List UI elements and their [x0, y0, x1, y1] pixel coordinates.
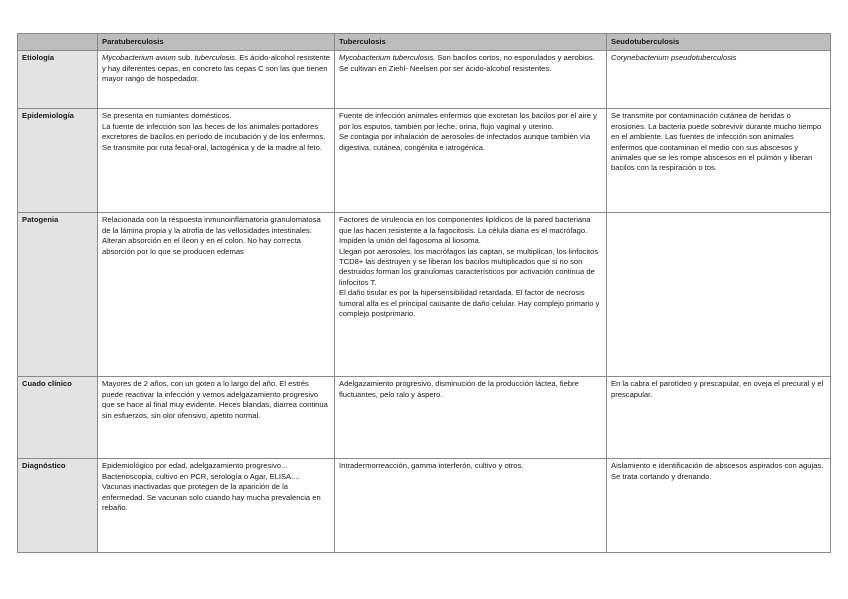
header-seudotuberculosis: Seudotuberculosis: [607, 34, 831, 51]
row-label: Etiología: [18, 51, 98, 109]
cell-seudotuberculosis: [607, 213, 831, 377]
cell-line: Corynebacterium pseudotuberculosis: [611, 53, 737, 63]
cell-tuberculosis: [335, 459, 607, 553]
cell-line: Mycobacterium avium sub. tuberculosis. Es ácido-alcohol resistente y hay diferentes cepas, en concreto las cepas C son las que tienen mayor rango de hospedador.: [102, 53, 330, 84]
cell-line: Mycobacterium tuberculosis. Son bacilos cortos, no esporulados y aerobios. Se cultivan en Ziehl- Neelsen por ser ácido-alcohol resistentes.: [339, 53, 595, 73]
header-tuberculosis: Tuberculosis: [335, 34, 607, 51]
row-label: Patogenia: [18, 213, 98, 377]
cell-tuberculosis: [335, 377, 607, 459]
cell-paratuberculosis: [98, 213, 335, 377]
header-row: [18, 34, 831, 51]
row-label: Epidemiología: [18, 109, 98, 213]
row-patogenia: [18, 213, 831, 377]
row-cuadro-clinico: [18, 377, 831, 459]
cell-line: Se transmite por ruta fecal-oral, lactogénica y de la madre al feto.: [102, 142, 322, 152]
cell-line: Se presenta en rumiantes domésticos.: [102, 111, 232, 121]
row-diagnostico: [18, 459, 831, 553]
cell-line: Vacunas inactivadas que protegen de la aparición de la enfermedad. Se vacunan solo cuando hay mucha prevalencia en rebaño.: [102, 482, 321, 513]
cell-line: En la cabra el parotídeo y prescapular, en oveja el precural y el prescapular.: [611, 379, 824, 399]
cell-tuberculosis: [335, 51, 607, 109]
cell-tuberculosis: [335, 213, 607, 377]
row-etiologia: [18, 51, 831, 109]
cell-line: Epidemiológico por edad, adelgazamiento progresivo...: [102, 461, 288, 471]
cell-paratuberculosis: [98, 459, 335, 553]
cell-line: Aislamiento e identificación de abscesos aspirados con agujas.: [611, 461, 824, 471]
cell-paratuberculosis: [98, 109, 335, 213]
cell-line: Se contagia por inhalación de aerosoles de infectados aunque también vía digestiva, cutánea, congénita e iatrogénica.: [339, 132, 591, 152]
cell-seudotuberculosis: [607, 109, 831, 213]
cell-line: Adelgazamiento progresivo, disminución de la producción láctea, fiebre fluctuantes, pelo ralo y áspero.: [339, 379, 579, 399]
cell-line: Fuente de infección animales enfermos que excretan los bacilos por el aire y por los esputos, también por leche, orina, flujo vaginal y uterino.: [339, 111, 597, 131]
cell-paratuberculosis: [98, 377, 335, 459]
cell-line: Relacionada con la respuesta inmunoinflamatoria granulomatosa de la lámina propia y la atrofia de las vellosidades intestinales. Alteran absorción en el íleon y en el colon. No hay correcta absorción por lo que se producen edemas: [102, 215, 321, 256]
cell-line: El daño tisular es por la hipersensibilidad retardada. El factor de necrosis tumoral alfa es el principal causante de daño celular. Hay complejo primario y complejo postprimario.: [339, 288, 600, 319]
header-cell-empty: [18, 34, 98, 51]
row-label: Cuado clínico: [18, 377, 98, 459]
cell-line: Bacterioscopia, cultivo en PCR, serología o Agar, ELISA....: [102, 471, 300, 481]
cell-line: Mayores de 2 años, con un goteo a lo largo del año. El estrés puede reactivar la infección y vemos adelgazamiento progresivo que se hace al final muy evidente. Heces blandas, diarrea continua sin esfuerzos, sin olor ofensivo, apetito normal.: [102, 379, 328, 420]
cell-line: La fuente de infección son las heces de los animales portadores excretores de bacilos en período de incubación y de los enfermos.: [102, 121, 326, 142]
cell-tuberculosis: [335, 109, 607, 213]
header-paratuberculosis: Paratuberculosis: [98, 34, 335, 51]
cell-line: Llegan por aerosoles, los macrófagos las captan, se multiplican, los linfocitos TCD8+ las destruyen y se liberan los bacilos multiplicados que si no son destruidos forman los granulomas característicos por activación continua de linfocitos T.: [339, 246, 599, 287]
cell-paratuberculosis: [98, 51, 335, 109]
row-label: Diagnóstico: [18, 459, 98, 553]
cell-line: Se trata cortando y drenando.: [611, 471, 712, 481]
comparison-table: [17, 33, 831, 553]
cell-seudotuberculosis: [607, 459, 831, 553]
cell-seudotuberculosis: [607, 51, 831, 109]
cell-line: Se transmite por contaminación cutánea de heridas o erosiones. La bacteria puede sobrevivir durante mucho tiempo en el ambiente. Las fuentes de infección son animales enfermos que contaminan el medio con sus abscesos y animales que se les rompe abscesos en el pulmón y liberan bacilos con la respiración o tos.: [611, 111, 822, 173]
cell-line: Intradermorreacción, gamma interferón, cultivo y otros.: [339, 461, 524, 471]
cell-seudotuberculosis: [607, 377, 831, 459]
cell-line: Factores de virulencia en los componentes lipídicos de la pared bacteriana que las hacen resistente a la fagocitosis. La célula diana es el macrófago. Impiden la unión del fagosoma al liosoma.: [339, 215, 591, 246]
row-epidemiologia: [18, 109, 831, 213]
